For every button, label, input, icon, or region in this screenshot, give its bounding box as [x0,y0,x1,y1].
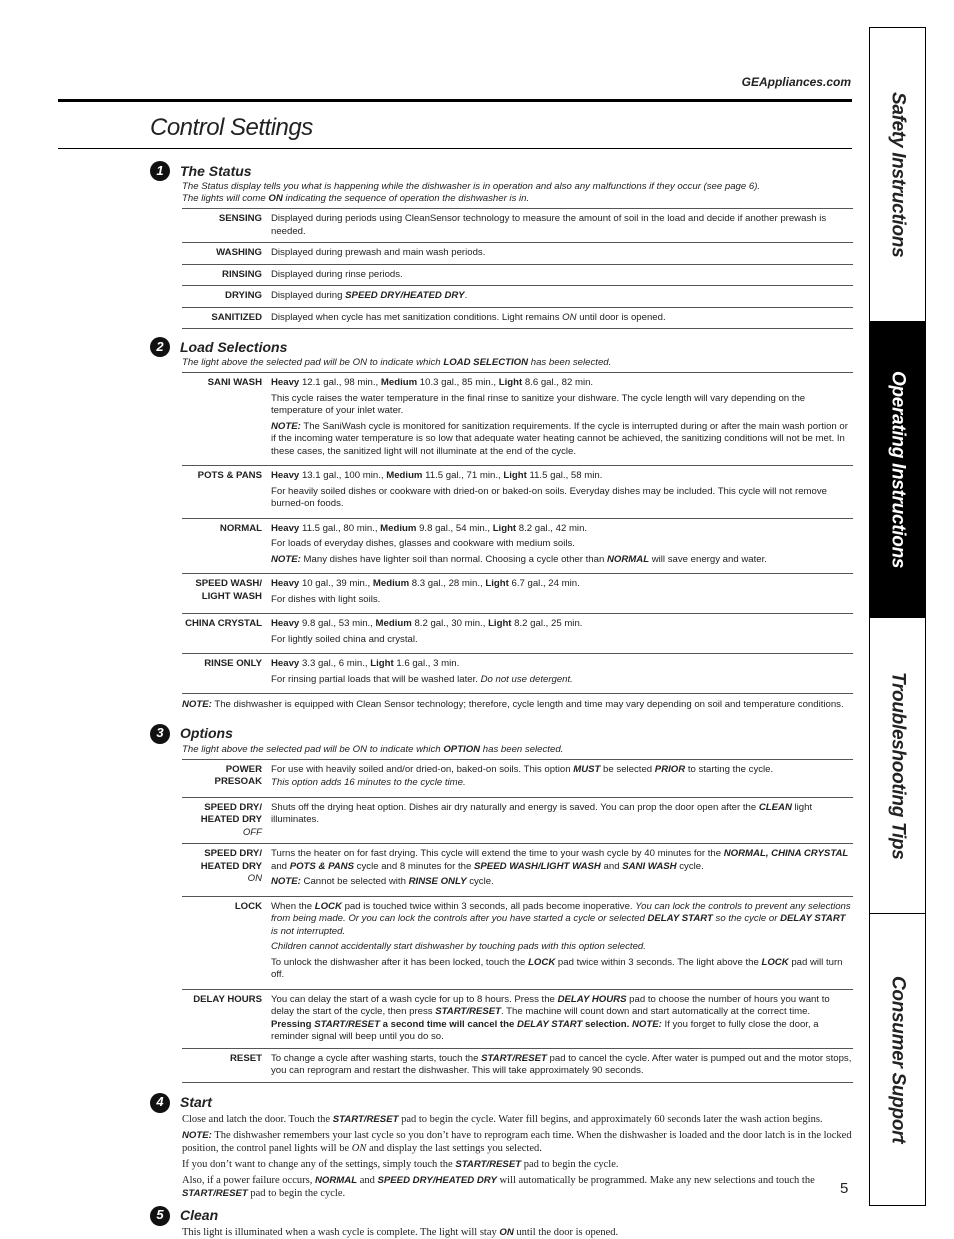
table-row [182,574,853,614]
tab-troubleshooting-tips[interactable] [870,618,925,914]
section-start-header [150,1093,853,1113]
section-number-badge: 3 [150,724,170,744]
load-table [182,372,853,694]
section-number-badge: 2 [150,337,170,357]
start-text: Close and latch the door. Touch the START/RESET pad to begin the cycle. Water fill begins, and approximately 60 seconds later the wash action begins. NOTE: The dishwasher remembers your last cycle so you don’t have to reprogram each time. When the dishwasher is loaded and the door latch is in the locked position, the control panel lights will be ON and display the last settings you selected. If you don’t want to change any of the settings, simply touch the START/RESET pad to begin the cycle. Also, if a power failure occurs, NORMAL and SPEED DRY/HEATED DRY will automatically be programmed. Make any new selections and touch the START/RESET pad to begin the cycle. [182,1113,852,1199]
tab-safety-instructions[interactable] [870,28,925,322]
row-desc: Displayed during prewash and main wash periods. [271,243,853,265]
tab-operating-instructions[interactable] [870,322,925,618]
row-desc: Shuts off the drying heat option. Dishes air dry naturally and energy is saved. You can prop the door open after the CLEAN light illuminates. [271,797,853,844]
table-row [182,243,853,265]
table-row [182,373,853,466]
row-desc: Displayed during rinse periods. [271,264,853,286]
table-row [182,307,853,329]
row-label: CHINA CRYSTAL [182,614,271,654]
page-title: Control Settings [150,114,313,141]
table-row [182,797,853,844]
row-desc: Turns the heater on for fast drying. This cycle will extend the time to your wash cycle by 40 minutes for the NORMAL, CHINA CRYSTAL and POTS & PANS cycle and 8 minutes for the SPEED WASH/LIGHT WASH and SANI WASH cycle. NOTE: Cannot be selected with RINSE ONLY cycle. [271,844,853,897]
load-intro: The light above the selected pad will be ON to indicate which LOAD SELECTION has been selected. [182,357,612,368]
section-title: Load Selections [180,338,288,355]
options-intro: The light above the selected pad will be ON to indicate which OPTION has been selected. [182,743,564,755]
table-row [182,209,853,243]
site-url: GEAppliances.com [741,75,851,89]
row-desc: To change a cycle after washing starts, touch the START/RESET pad to cancel the cycle. After water is pumped out and the motor stops, you can reprogram and restart the dishwasher. This will take approximately 90 seconds. [271,1048,853,1082]
row-label: POTS & PANS [182,466,271,519]
row-label: SENSING [182,209,271,243]
tab-label: Consumer Support [887,975,909,1144]
row-label: WASHING [182,243,271,265]
page-number: 5 [840,1180,849,1197]
row-desc: Heavy 3.3 gal., 6 min., Light 1.6 gal., 3 min. For rinsing partial loads that will be washed later. Do not use detergent. [271,654,853,694]
row-desc: Heavy 13.1 gal., 100 min., Medium 11.5 gal., 71 min., Light 11.5 gal., 58 min. For heavily soiled dishes or cookware with dried-on or baked-on soils. Everyday dishes may be included. This cycle will not remove burned-on foods. [271,466,853,519]
intro-text: indicating the sequence of operation the dishwasher is in. [282,193,530,204]
table-row [182,844,853,897]
table-row [182,759,853,797]
content [150,158,853,1239]
row-label: SANITIZED [182,307,271,329]
section-clean-header [150,1206,853,1226]
section-title: Clean [180,1207,219,1224]
section-load-header [150,337,853,357]
row-desc: Heavy 10 gal., 39 min., Medium 8.3 gal., 28 min., Light 6.7 gal., 24 min. For dishes with light soils. [271,574,853,614]
section-options-header [150,724,853,744]
row-label: NORMAL [182,518,271,574]
section-title: Options [180,725,233,742]
section-number-badge: 4 [150,1093,170,1113]
options-table [182,759,853,1083]
row-label: RESET [182,1048,271,1082]
status-table [182,208,853,329]
row-desc: Displayed during SPEED DRY/HEATED DRY. [271,286,853,308]
section-title: The Status [180,162,252,179]
intro-text: The Status display tells you what is happening while the dishwasher is in operation and also any malfunctions if they occur (see page 6). [182,181,761,192]
row-label: DELAY HOURS [182,989,271,1048]
row-desc: Heavy 11.5 gal., 80 min., Medium 9.8 gal., 54 min., Light 8.2 gal., 42 min. For loads of everyday dishes, glasses and cookware with medium soils. NOTE: Many dishes have lighter soil than normal. Choosing a cycle other than NORMAL will save energy and water. [271,518,853,574]
table-row [182,896,853,989]
section-title: Start [180,1094,212,1111]
tab-label: Operating Instructions [887,371,909,569]
title-rule [58,148,852,149]
intro-text: The lights will come [182,193,269,204]
header-rule [58,99,852,102]
table-row [182,654,853,694]
row-desc: Displayed when cycle has met sanitization conditions. Light remains ON until door is opened. [271,307,853,329]
row-desc: Displayed during periods using CleanSensor technology to measure the amount of soil in the load and decide if another prewash is needed. [271,209,853,243]
table-row [182,1048,853,1082]
tab-label: Safety Instructions [887,91,909,258]
tab-consumer-support[interactable] [870,914,925,1205]
row-desc: You can delay the start of a wash cycle for up to 8 hours. Press the DELAY HOURS pad to choose the number of hours you want to delay the start of the cycle, then press START/RESET. The machine will count down and start automatically at the correct time. Pressing START/RESET a second time will cancel the DELAY START selection. NOTE: If you forget to fully close the door, a reminder signal will beep until you do so. [271,989,853,1048]
section-number-badge: 5 [150,1206,170,1226]
tab-label: Troubleshooting Tips [887,671,909,860]
row-desc: Heavy 12.1 gal., 98 min., Medium 10.3 gal., 85 min., Light 8.6 gal., 82 min. This cycle raises the water temperature in the final rinse to sanitize your dishware. The cycle length will vary depending on the temperature of your inlet water. NOTE: The SaniWash cycle is monitored for sanitization requirements. If the cycle is interrupted during or after the main wash portion or if the incoming water temperature is so low that adequate water heating cannot be achieved, the sanitizing conditions will not be met. In these cases, the sanitized light will not illuminate at the end of the cycle. [271,373,853,466]
section-tabs [869,27,926,1206]
table-row [182,614,853,654]
section-number-badge: 1 [150,161,170,181]
table-row [182,989,853,1048]
row-label: DRYING [182,286,271,308]
row-label: SPEED DRY/ HEATED DRY OFF [182,797,271,844]
row-label: SPEED DRY/ HEATED DRY ON [182,844,271,897]
row-label: SPEED WASH/ LIGHT WASH [182,574,271,614]
status-intro [182,181,853,205]
row-desc: Heavy 9.8 gal., 53 min., Medium 8.2 gal., 30 min., Light 8.2 gal., 25 min. For lightly soiled china and crystal. [271,614,853,654]
row-label: RINSE ONLY [182,654,271,694]
table-row [182,264,853,286]
table-row [182,286,853,308]
intro-emphasis: ON [268,193,283,204]
table-row [182,466,853,519]
row-desc: When the LOCK pad is touched twice within 3 seconds, all pads become inoperative. You can lock the controls to prevent any selections from being made. Or you can lock the controls after you have started a cycle or selected DELAY START so the cycle or DELAY START is not interrupted. Children cannot accidentally start dishwasher by touching pads with this option selected. To unlock the dishwasher after it has been locked, touch the LOCK pad twice within 3 seconds. The light above the LOCK pad will turn off. [271,896,853,989]
load-footnote: NOTE: The dishwasher is equipped with Clean Sensor technology; therefore, cycle length and time may vary depending on soil and temperature conditions. [182,699,844,710]
row-label: POWER PRESOAK [182,759,271,797]
section-status-header [150,161,853,181]
table-row [182,518,853,574]
row-desc: For use with heavily soiled and/or dried-on, baked-on soils. This option MUST be selected PRIOR to starting the cycle. This option adds 16 minutes to the cycle time. [271,759,853,797]
row-label: SANI WASH [182,373,271,466]
clean-text: This light is illuminated when a wash cycle is complete. The light will stay ON until the door is opened. [182,1226,619,1238]
row-label: RINSING [182,264,271,286]
row-label: LOCK [182,896,271,989]
